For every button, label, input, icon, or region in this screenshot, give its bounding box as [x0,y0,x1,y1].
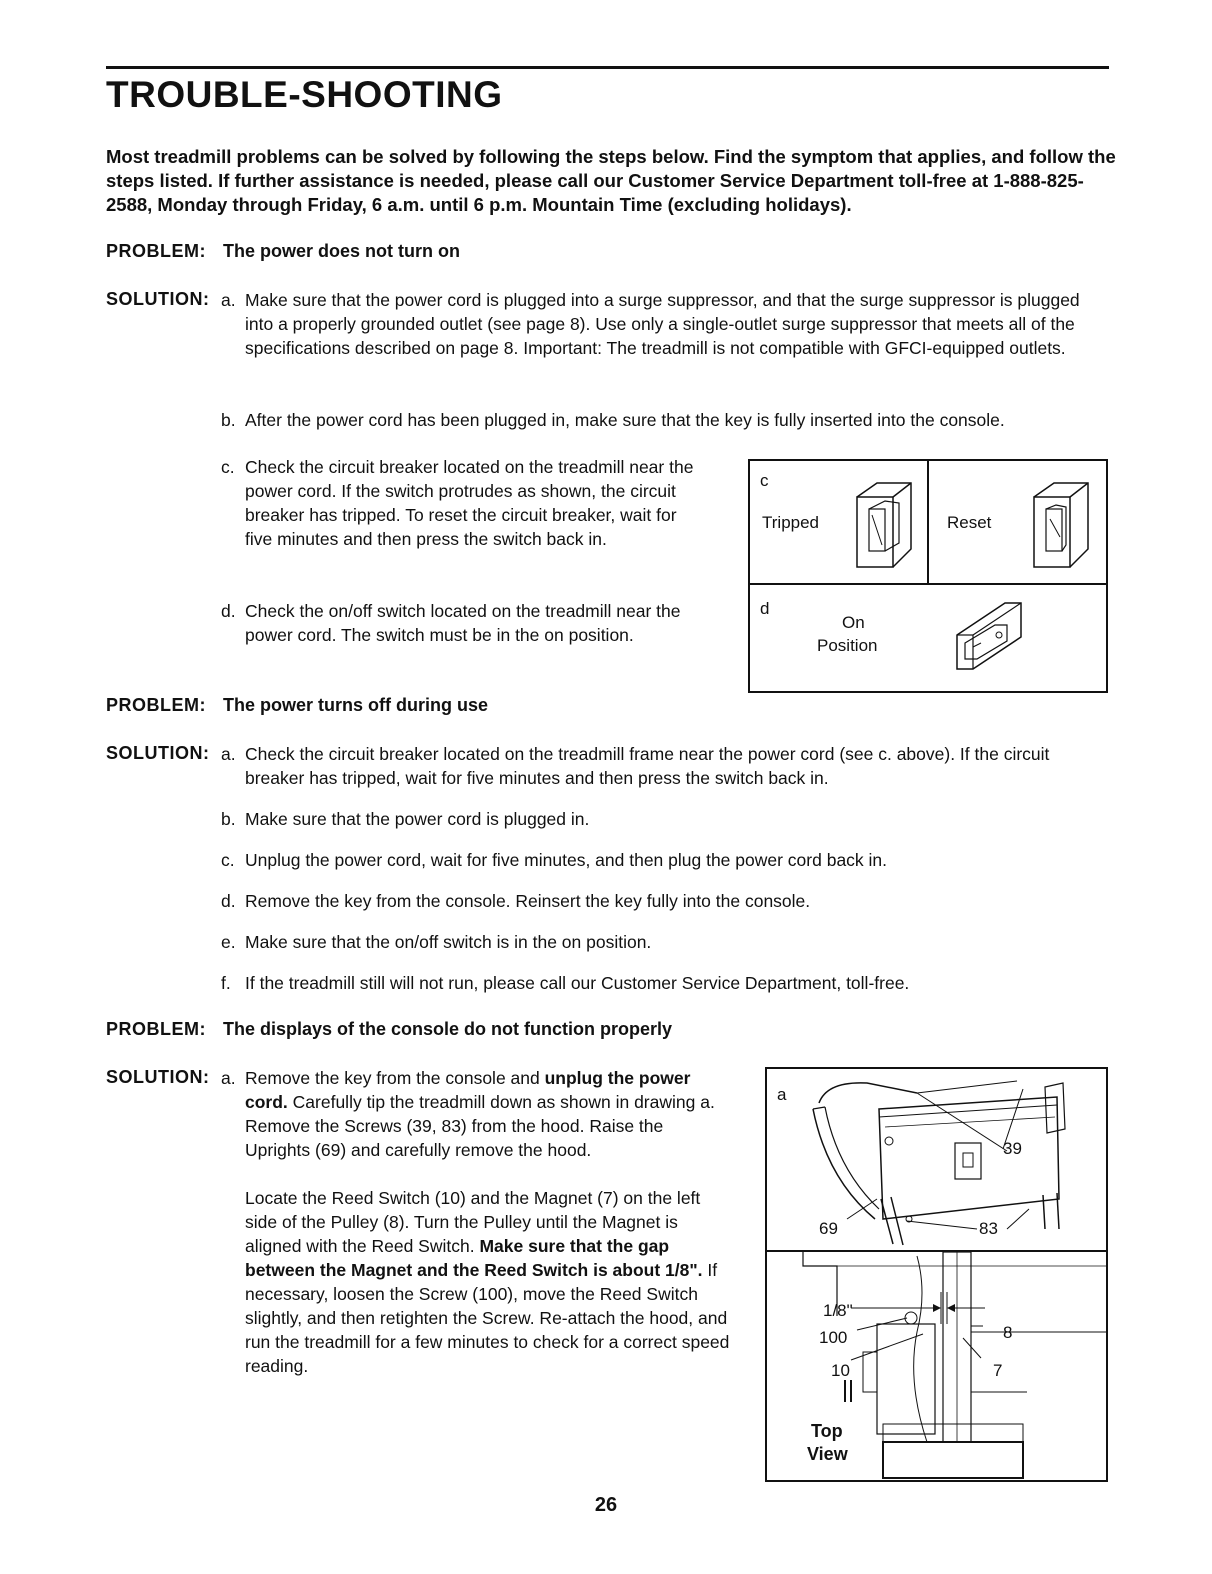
step-1a: a. Make sure that the power cord is plugged into a surge suppressor, and that the surge suppressor is plugged into a properly grounded outlet (see page 8). Use only a single-outlet surge suppressor that meets all of the specifications described on page 8. Important: The treadmill is not compatible with GFCI-equipped outlets. [221,290,1080,358]
step-2e: e. Make sure that the on/off switch is in the on position. [221,932,652,952]
on-label: On [842,613,865,632]
step-2c: c. Unplug the power cord, wait for five minutes, and then plug the power cord back in. [221,850,888,870]
position-label: Position [817,636,878,655]
step-1b: b. After the power cord has been plugged in, make sure that the key is fully inserted into the console. [221,410,1005,430]
diagram-a-letter: a [777,1085,787,1104]
step-2b: b. Make sure that the power cord is plugged in. [221,809,590,829]
reset-breaker-icon [1032,479,1092,571]
title-rule [106,66,1109,69]
tipped-treadmill-drawing [767,1069,1106,1250]
breaker-diagram-box [748,459,1108,693]
top-view-label-view: View [807,1444,848,1464]
solution-label-1: SOLUTION: [106,289,210,309]
callout-39: 39 [1003,1139,1022,1158]
step-3a: a. Remove the key from the console and unplug the power cord. Carefully tip the treadmill down as shown in drawing a. Remove the Screws (39, 83) from the hood. Raise the Uprights (69) and carefully remove the hood. Locate the Reed Switch (10) and the Magnet (7) on the left side of the Pulley (8). Turn the Pulley until the Magnet is aligned with the Reed Switch. Make sure that the gap between the Magnet and the Reed Switch is about 1/8". If necessary, loosen the Screw (100), move the Reed Switch slightly, and then retighten the Screw. Re-attach the hood, and run the treadmill for a few minutes to check for a correct speed reading. [221,1068,730,1376]
solution-label-3: SOLUTION: [106,1067,210,1087]
step-2a: a. Check the circuit breaker located on the treadmill frame near the power cord (see c. above). If the circuit breaker has tripped, wait for five minutes and then press the switch back in. [221,744,1050,788]
step-3a-para-1: Remove the key from the console and unplug the power cord. Carefully tip the treadmill down as shown in drawing a. Remove the Screws (39, 83) from the hood. Raise the Uprights (69) and carefully remove the hood. [245,1068,715,1160]
step-1c: c. Check the circuit breaker located on the treadmill near the power cord. If the switch protrudes as shown, the circuit breaker has tripped. To reset the circuit breaker, wait for five minutes and then press the switch back in. [221,457,694,549]
page-number: 26 [594,1494,618,1516]
callout-100: 100 [819,1328,848,1347]
problem-title-2: The power turns off during use [223,695,488,715]
step-3a-para-2: Locate the Reed Switch (10) and the Magnet (7) on the left side of the Pulley (8). Turn the Pulley until the Magnet is aligned with the Reed Switch. Make sure that the gap between the Magnet and the Reed Switch is about 1/8". If necessary, loosen the Screw (100), move the Reed Switch slightly, and then retighten the Screw. Re-attach the hood, and run the treadmill for a few minutes to check for a correct speed reading. [245,1188,730,1376]
top-view-label-top: Top [811,1421,843,1441]
solution-label-2: SOLUTION: [106,743,210,763]
problem-label-3: PROBLEM: [106,1019,206,1039]
tripped-breaker-icon [855,479,915,571]
diagram-c-letter: c [760,471,769,490]
diagram-d-letter: d [760,599,770,618]
callout-83: 83 [979,1219,998,1238]
callout-8: 8 [1003,1323,1013,1342]
step-1d: d. Check the on/off switch located on the treadmill near the power cord. The switch must be in the on position. [221,601,681,645]
step-2f: f. If the treadmill still will not run, please call our Customer Service Department, toll-free. [221,973,910,993]
callout-10: 10 [831,1361,850,1380]
diagram-divider-h [750,583,1106,585]
tripped-label: Tripped [762,513,820,532]
step-2d: d. Remove the key from the console. Reinsert the key fully into the console. [221,891,811,911]
problem-label-2: PROBLEM: [106,695,206,715]
problem-title-1: The power does not turn on [223,241,460,261]
callout-gap: 1/8" [823,1301,853,1320]
intro-paragraph: Most treadmill problems can be solved by following the steps below. Find the symptom that applies, and follow the steps listed. If further assistance is needed, please call our Customer Service Department toll-free at 1-888-825-2588, Monday through Friday, 6 a.m. until 6 p.m. Mountain Time (excluding holidays). [106,146,1116,215]
callout-69: 69 [819,1219,838,1238]
problem-title-3: The displays of the console do not function properly [223,1019,673,1039]
diagram-divider-v [927,461,929,583]
callout-7: 7 [993,1361,1003,1380]
reset-label: Reset [947,513,992,532]
page-title: TROUBLE-SHOOTING [106,74,503,115]
on-off-switch-icon [955,595,1025,677]
problem-label-1: PROBLEM: [106,241,206,261]
treadmill-diagram-box [765,1067,1108,1482]
